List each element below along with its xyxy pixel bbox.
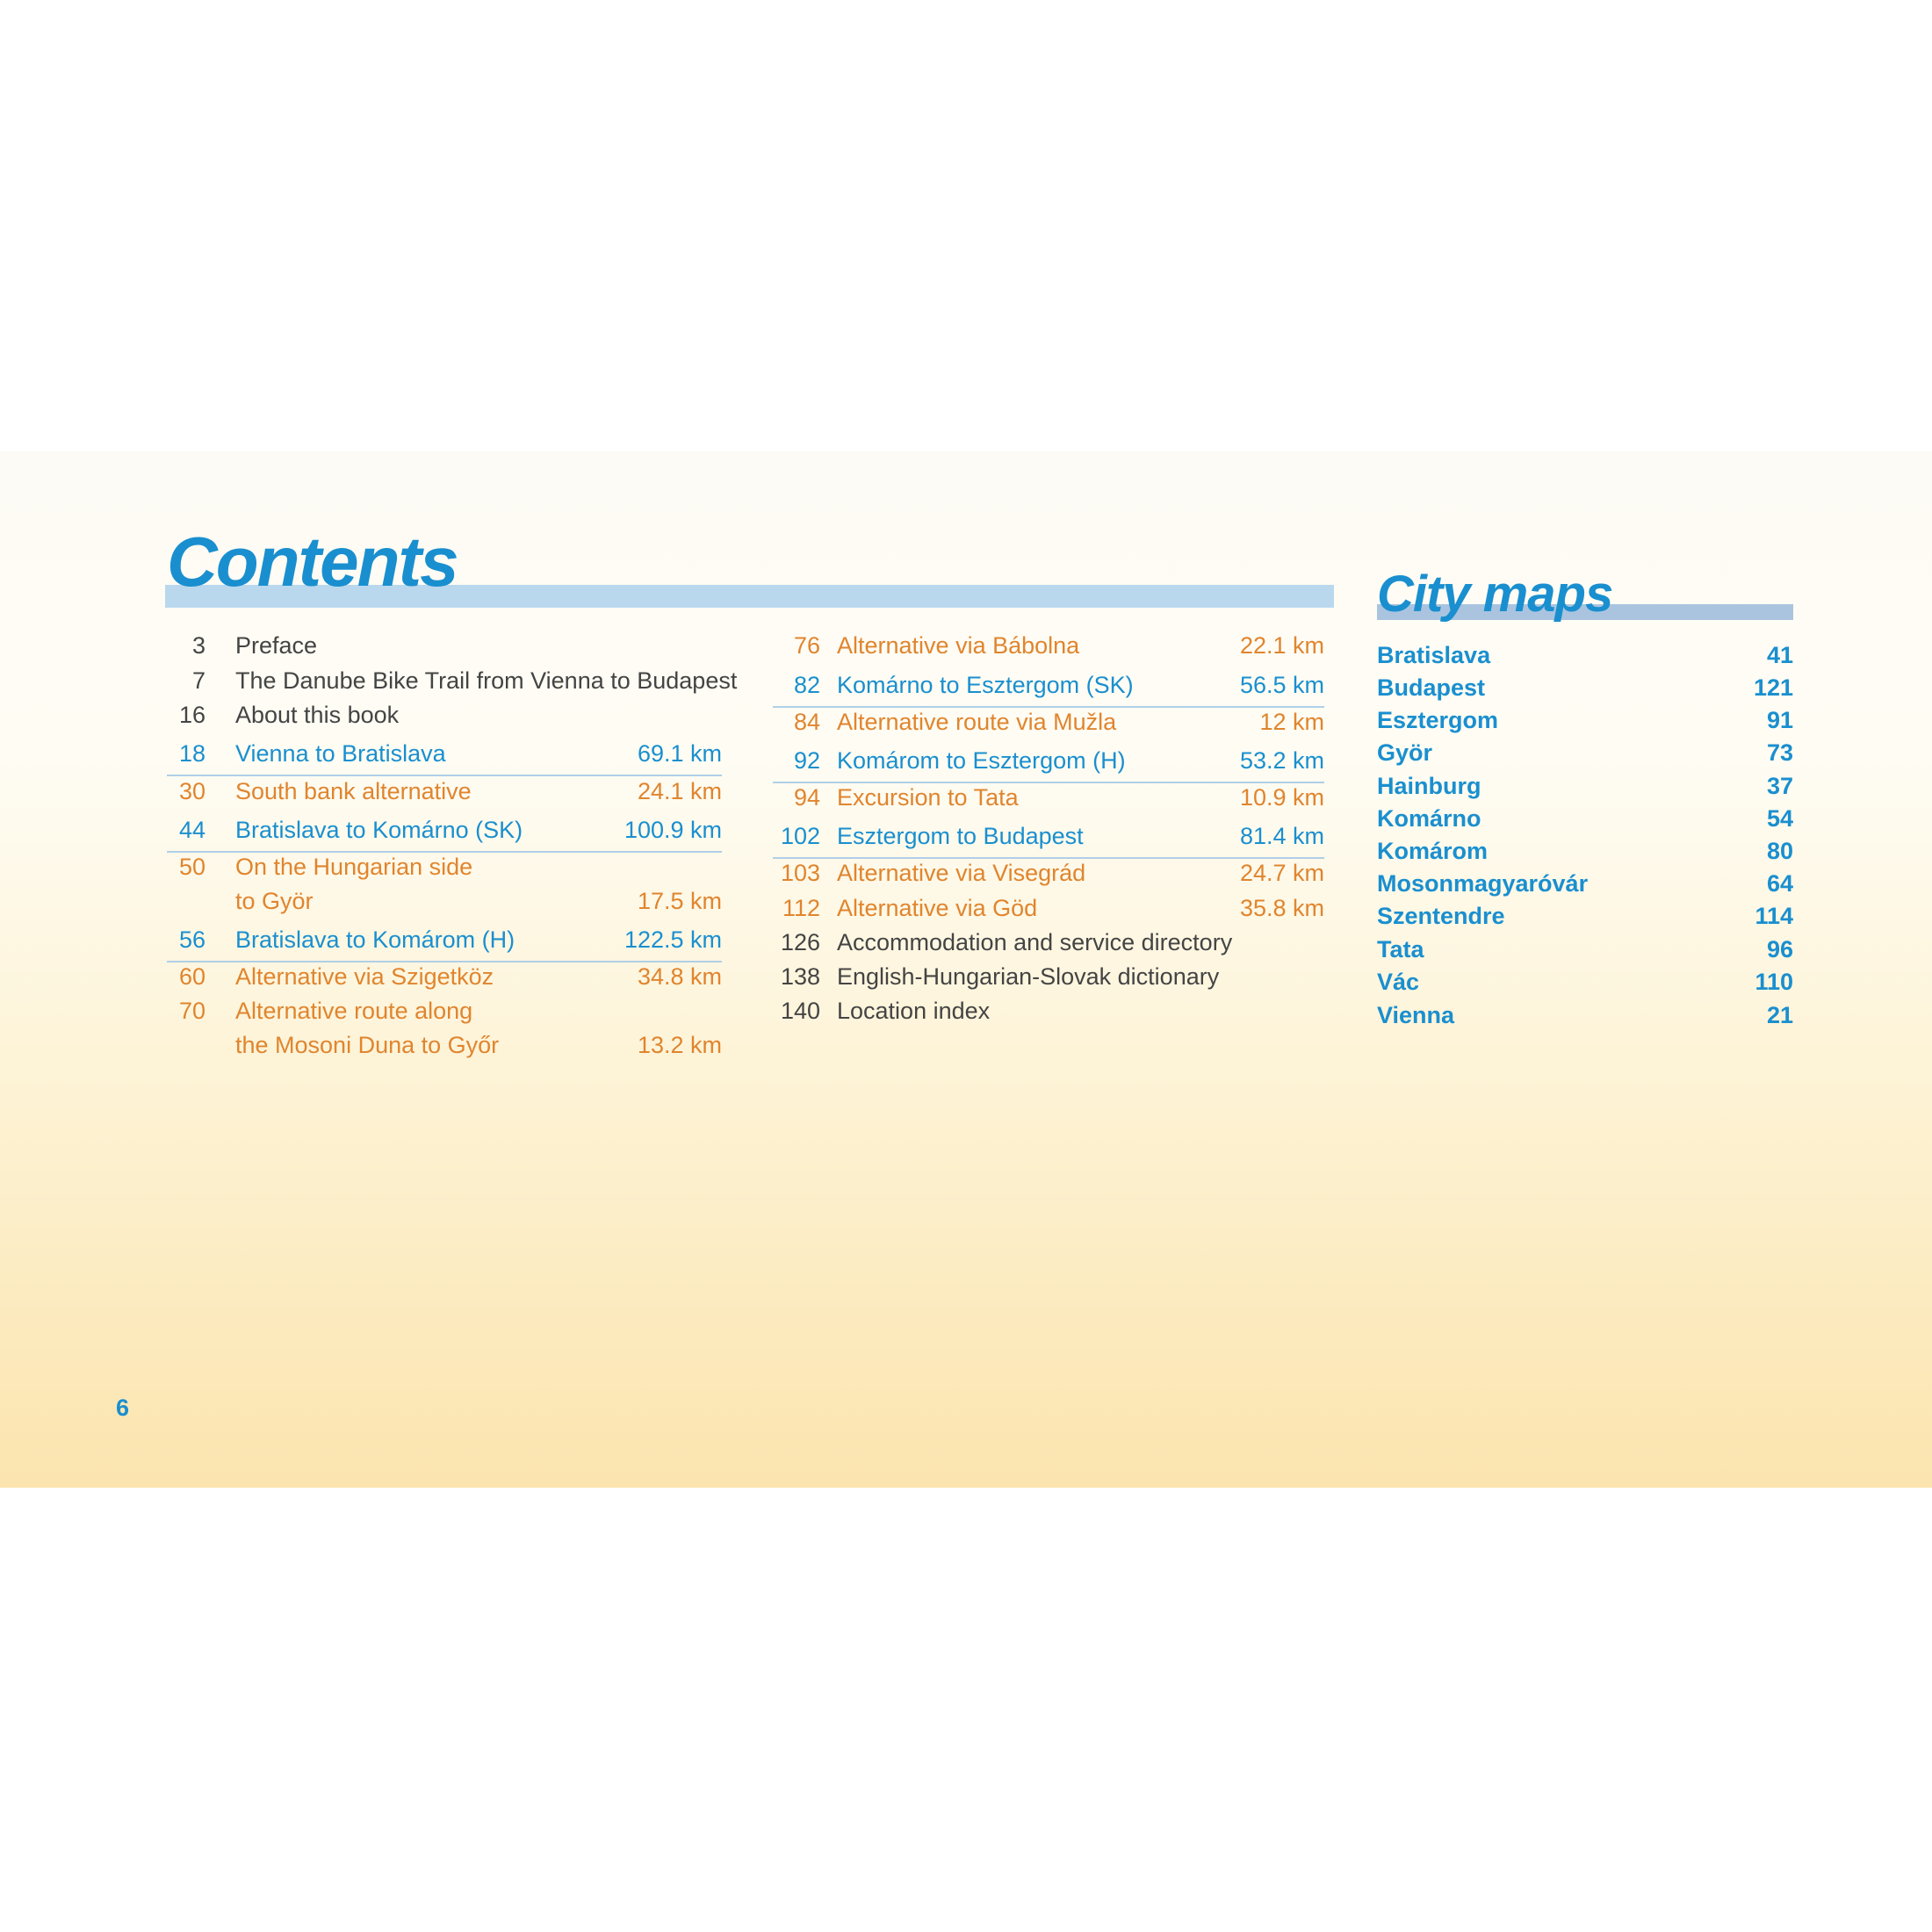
toc-distance: 100.9 km xyxy=(624,817,722,843)
toc-label: Bratislava to Komárno (SK) xyxy=(235,817,523,843)
toc-entry xyxy=(773,855,1324,890)
city-map-page: 114 xyxy=(1755,903,1793,929)
city-map-page: 37 xyxy=(1766,773,1793,799)
toc-distance: 17.5 km xyxy=(637,888,722,914)
city-map-page: 110 xyxy=(1755,969,1793,995)
toc-page-number: 18 xyxy=(178,740,205,767)
city-map-entry xyxy=(1377,672,1793,703)
city-name: Vác xyxy=(1377,969,1420,995)
toc-entry xyxy=(167,697,722,732)
city-map-page: 41 xyxy=(1766,642,1793,668)
toc-page-number: 102 xyxy=(780,823,820,849)
toc-entry xyxy=(773,822,1324,859)
toc-label: Alternative route along xyxy=(235,998,473,1024)
toc-page-number: 94 xyxy=(793,784,820,811)
toc-label: South bank alternative xyxy=(235,778,472,804)
city-name: Tata xyxy=(1377,936,1424,962)
toc-label: Vienna to Bratislava xyxy=(235,740,446,767)
toc-page-number: 82 xyxy=(793,672,820,698)
toc-distance: 24.7 km xyxy=(1239,860,1324,886)
city-name: Vienna xyxy=(1377,1002,1455,1028)
toc-page-number: 30 xyxy=(178,778,205,804)
city-name: Györ xyxy=(1377,739,1433,766)
city-name: Szentendre xyxy=(1377,903,1505,929)
city-name: Hainburg xyxy=(1377,773,1481,799)
city-map-page: 80 xyxy=(1766,838,1793,864)
page-number: 6 xyxy=(116,1395,130,1421)
toc-distance: 24.1 km xyxy=(637,778,722,804)
toc-entry xyxy=(773,780,1324,815)
toc-distance: 81.4 km xyxy=(1239,823,1324,849)
toc-page-number: 92 xyxy=(793,747,820,774)
toc-page-number: 16 xyxy=(178,702,205,728)
toc-label: the Mosoni Duna to Győr xyxy=(235,1032,500,1058)
city-map-entry xyxy=(1377,934,1793,965)
toc-page-number: 84 xyxy=(793,709,820,735)
toc-entry xyxy=(167,739,722,776)
toc-distance: 122.5 km xyxy=(624,926,722,953)
toc-page-number: 50 xyxy=(178,854,205,880)
toc-distance: 53.2 km xyxy=(1239,747,1324,774)
city-map-page: 73 xyxy=(1766,739,1793,766)
toc-distance: 34.8 km xyxy=(637,963,722,990)
toc-entry xyxy=(773,890,1324,926)
toc-entry xyxy=(167,883,722,919)
toc-page-number: 126 xyxy=(780,929,820,955)
city-map-entry xyxy=(1377,737,1793,768)
toc-page-number: 44 xyxy=(178,817,205,843)
toc-entry xyxy=(167,663,738,698)
toc-entry xyxy=(167,959,722,994)
toc-label: Komárom to Esztergom (H) xyxy=(837,747,1126,774)
toc-label: Preface xyxy=(235,632,318,659)
toc-label: Location index xyxy=(837,998,991,1024)
toc-label: Bratislava to Komárom (H) xyxy=(235,926,515,953)
toc-entry xyxy=(773,671,1324,708)
toc-label: Alternative via Visegrád xyxy=(837,860,1086,886)
city-map-page: 96 xyxy=(1766,936,1793,962)
city-map-entry xyxy=(1377,900,1793,932)
toc-page-number: 138 xyxy=(780,963,820,990)
contents-title: Contents xyxy=(167,523,458,601)
city-map-page: 64 xyxy=(1766,870,1793,897)
city-map-entry xyxy=(1377,639,1793,671)
toc-label: The Danube Bike Trail from Vienna to Budapest xyxy=(235,667,738,694)
toc-label: Alternative route via Mužla xyxy=(837,709,1117,735)
city-name: Komárno xyxy=(1377,805,1481,832)
toc-label: English-Hungarian-Slovak dictionary xyxy=(837,963,1220,990)
city-map-entry xyxy=(1377,966,1793,998)
city-name: Komárom xyxy=(1377,838,1489,864)
city-name: Mosonmagyaróvár xyxy=(1377,870,1589,897)
toc-entry xyxy=(773,746,1324,783)
city-name: Budapest xyxy=(1377,674,1486,701)
toc-label: Esztergom to Budapest xyxy=(837,823,1084,849)
city-map-entry xyxy=(1377,999,1793,1031)
city-map-page: 54 xyxy=(1766,805,1793,832)
toc-entry xyxy=(167,628,722,663)
toc-page-number: 76 xyxy=(793,632,820,659)
city-map-page: 91 xyxy=(1766,707,1793,733)
city-map-entry xyxy=(1377,835,1793,867)
toc-label: Alternative via Göd xyxy=(837,895,1038,921)
toc-label: Alternative via Bábolna xyxy=(837,632,1080,659)
toc-distance: 22.1 km xyxy=(1239,632,1324,659)
toc-page-number: 112 xyxy=(782,895,820,921)
city-map-entry xyxy=(1377,868,1793,899)
city-name: Bratislava xyxy=(1377,642,1491,668)
toc-distance: 13.2 km xyxy=(637,1032,722,1058)
city-map-page: 121 xyxy=(1753,674,1793,701)
toc-entry xyxy=(773,628,1324,663)
toc-entry xyxy=(167,926,722,962)
toc-page-number: 56 xyxy=(178,926,205,953)
toc-entry xyxy=(167,1027,722,1063)
toc-distance: 12 km xyxy=(1259,709,1324,735)
toc-entry xyxy=(773,993,1324,1028)
city-map-entry xyxy=(1377,770,1793,802)
toc-distance: 69.1 km xyxy=(637,740,722,767)
toc-entry xyxy=(773,925,1324,960)
toc-label: Excursion to Tata xyxy=(837,784,1019,811)
toc-entry xyxy=(167,774,722,809)
toc-page-number: 70 xyxy=(178,998,205,1024)
toc-page-number: 103 xyxy=(780,860,820,886)
toc-distance: 56.5 km xyxy=(1239,672,1324,698)
toc-label: On the Hungarian side xyxy=(235,854,473,880)
toc-label: Komárno to Esztergom (SK) xyxy=(837,672,1134,698)
city-maps-title: City maps xyxy=(1377,566,1613,623)
city-map-entry xyxy=(1377,803,1793,834)
toc-page-number: 140 xyxy=(780,998,820,1024)
toc-label: Accommodation and service directory xyxy=(837,929,1233,955)
toc-page-number: 3 xyxy=(191,632,205,659)
toc-entry xyxy=(167,816,722,853)
toc-label: Alternative via Szigetköz xyxy=(235,963,494,990)
toc-distance: 35.8 km xyxy=(1239,895,1324,921)
toc-entry xyxy=(773,704,1324,739)
city-name: Esztergom xyxy=(1377,707,1499,733)
toc-label: to Györ xyxy=(235,888,314,914)
toc-page-number: 7 xyxy=(191,667,205,694)
toc-label: About this book xyxy=(235,702,400,728)
toc-entry xyxy=(773,959,1324,994)
toc-entry xyxy=(167,993,722,1028)
city-map-page: 21 xyxy=(1766,1002,1793,1028)
toc-page-number: 60 xyxy=(178,963,205,990)
toc-distance: 10.9 km xyxy=(1239,784,1324,811)
toc-entry xyxy=(167,849,722,884)
city-map-entry xyxy=(1377,704,1793,736)
